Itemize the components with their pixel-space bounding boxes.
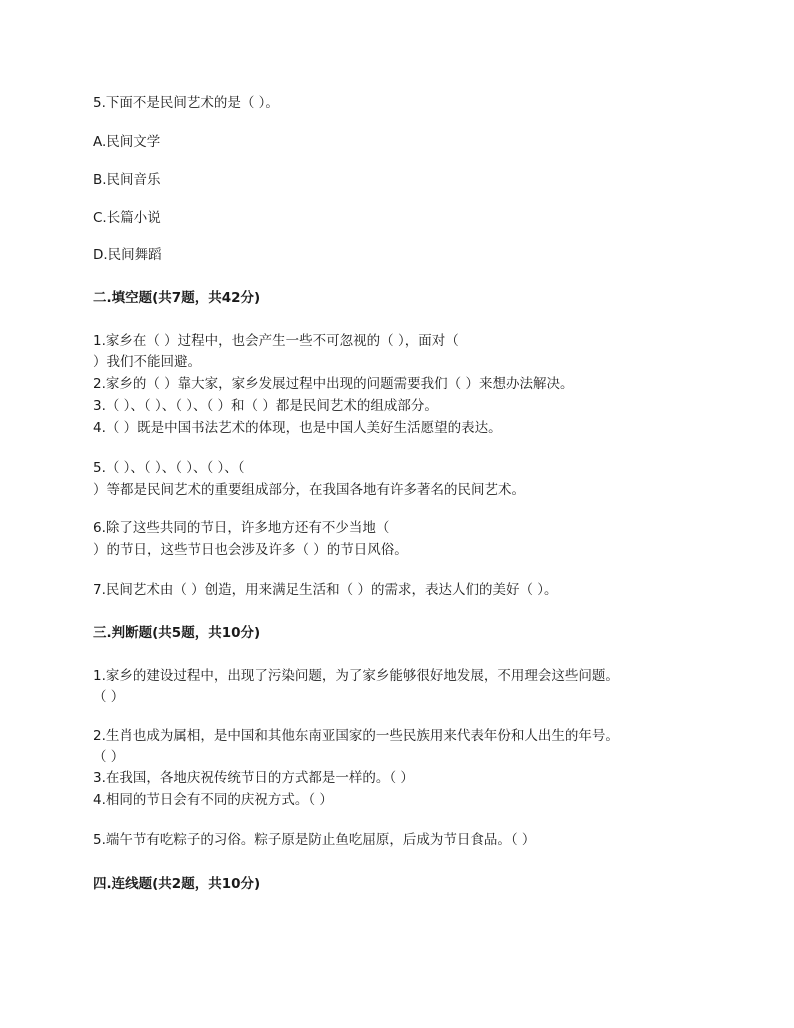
fill-line: ）我们不能回避。 <box>93 354 201 370</box>
judge-line: （ ） <box>93 749 125 765</box>
fill-line: 7.民间艺术由（ ）创造，用来满足生活和（ ）的需求，表达人们的美好（ ）。 <box>93 582 558 598</box>
option-a: A.民间文学 <box>93 134 161 150</box>
section-heading-fill-in: 二.填空题(共7题，共42分) <box>93 290 261 306</box>
judge-line: 3.在我国，各地庆祝传统节日的方式都是一样的。（ ） <box>93 770 414 786</box>
judge-line: 4.相同的节日会有不同的庆祝方式。（ ） <box>93 792 333 808</box>
judge-line: 1.家乡的建设过程中，出现了污染问题，为了家乡能够很好地发展，不用理会这些问题。 <box>93 668 619 684</box>
question-5-stem: 5.下面不是民间艺术的是（ ）。 <box>93 95 279 111</box>
fill-line: 1.家乡在（ ）过程中，也会产生一些不可忽视的（ ），面对（ <box>93 333 459 349</box>
fill-line: ）的节日，这些节日也会涉及许多（ ）的节日风俗。 <box>93 542 408 558</box>
option-d: D.民间舞蹈 <box>93 247 162 263</box>
section-heading-matching: 四.连线题(共2题，共10分) <box>93 876 261 892</box>
fill-line: 4.（ ）既是中国书法艺术的体现，也是中国人美好生活愿望的表达。 <box>93 420 502 436</box>
option-c: C.长篇小说 <box>93 210 161 226</box>
fill-line: ）等都是民间艺术的重要组成部分，在我国各地有许多著名的民间艺术。 <box>93 482 525 498</box>
section-heading-judge: 三.判断题(共5题，共10分) <box>93 625 261 641</box>
judge-line: 5.端午节有吃粽子的习俗。粽子原是防止鱼吃屈原，后成为节日食品。（ ） <box>93 832 536 848</box>
fill-line: 2.家乡的（ ）靠大家，家乡发展过程中出现的问题需要我们（ ）来想办法解决。 <box>93 376 574 392</box>
judge-line: 2.生肖也成为属相，是中国和其他东南亚国家的一些民族用来代表年份和人出生的年号。 <box>93 728 619 744</box>
fill-line: 5.（ ）、（ ）、（ ）、（ ）、（ <box>93 460 245 476</box>
option-b: B.民间音乐 <box>93 172 161 188</box>
fill-line: 3.（ ）、（ ）、（ ）、（ ）和（ ）都是民间艺术的组成部分。 <box>93 398 438 414</box>
judge-line: （ ） <box>93 689 125 705</box>
fill-line: 6.除了这些共同的节日，许多地方还有不少当地（ <box>93 520 390 536</box>
